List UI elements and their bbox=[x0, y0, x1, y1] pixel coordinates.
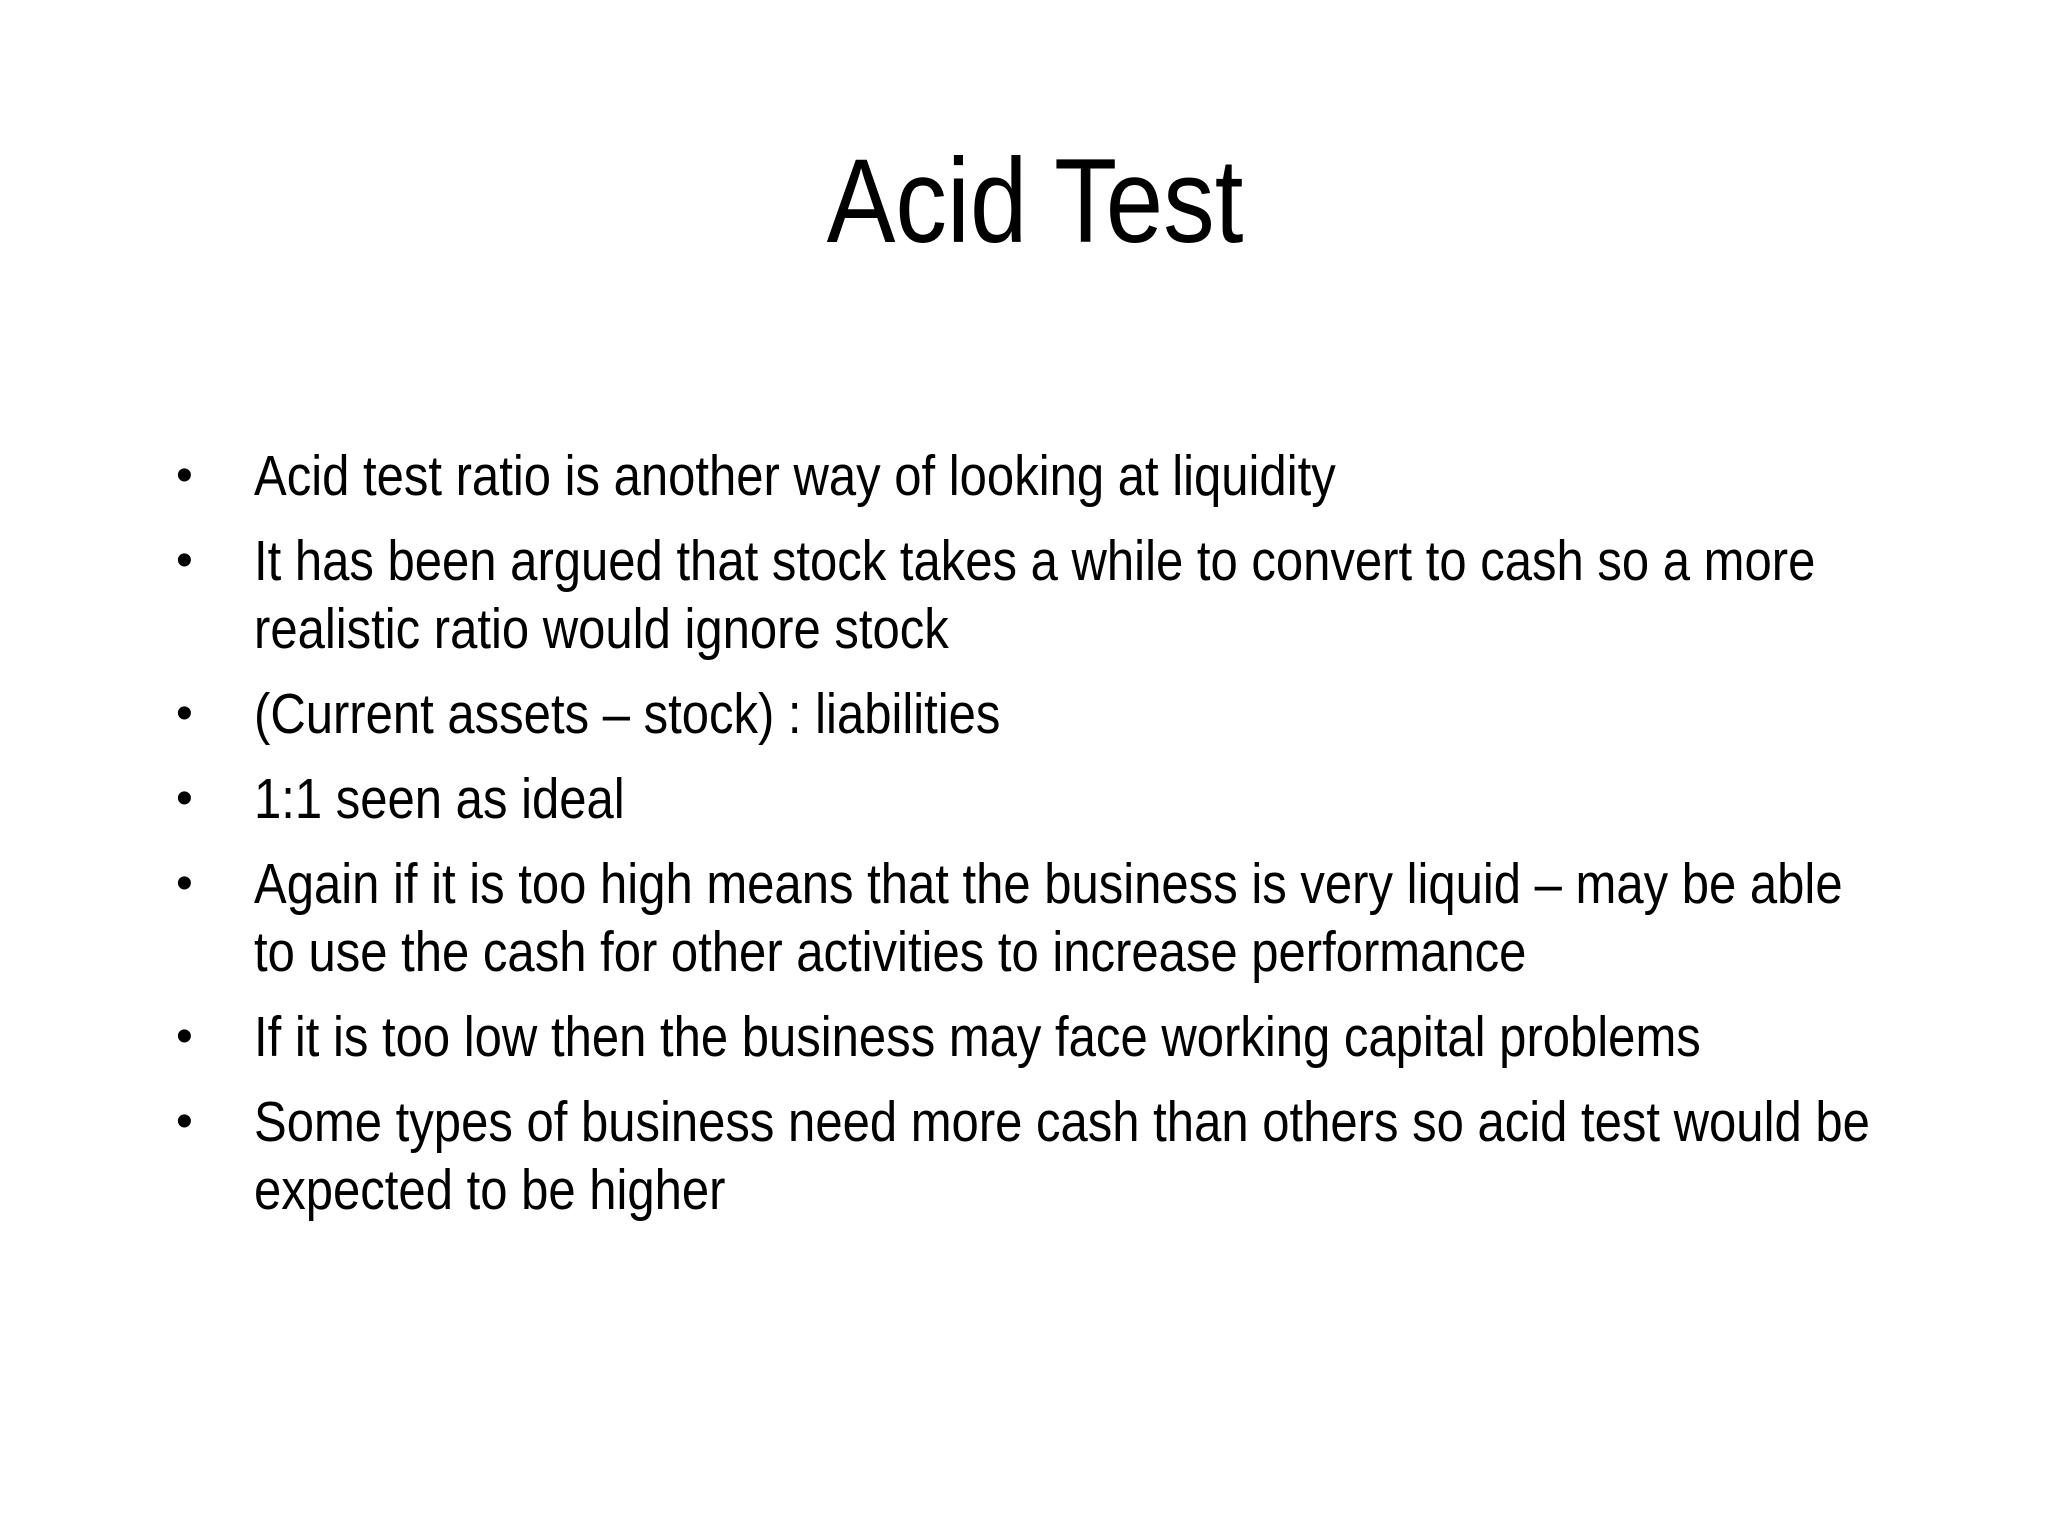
bullet-item-6 bbox=[0, 1003, 2048, 1071]
bullet-text: It has been argued that stock takes a while to convert to cash so a more realistic ratio would ignore stock bbox=[254, 529, 1816, 661]
bullet-item-7 bbox=[0, 1088, 2048, 1224]
bullet-item-4 bbox=[0, 765, 2048, 833]
bullet-item-2 bbox=[0, 527, 2048, 663]
bullet-dot: • bbox=[176, 534, 193, 587]
bullet-dot: • bbox=[176, 687, 193, 740]
bullet-dot: • bbox=[176, 857, 193, 910]
bullet-text: (Current assets – stock) : liabilities bbox=[254, 682, 1001, 746]
bullet-dot: • bbox=[176, 772, 193, 825]
bullet-text: 1:1 seen as ideal bbox=[254, 767, 625, 831]
bullet-text: Again if it is too high means that the business is very liquid – may be able to use the cash for other activities to increase performance bbox=[254, 852, 1843, 984]
bullet-text: If it is too low then the business may face working capital problems bbox=[254, 1005, 1701, 1069]
bullet-text: Acid test ratio is another way of looking at liquidity bbox=[254, 444, 1336, 508]
bullet-list bbox=[0, 442, 2048, 1241]
bullet-item-5 bbox=[0, 850, 2048, 986]
bullet-text: Some types of business need more cash than others so acid test would be expected to be higher bbox=[254, 1090, 1870, 1222]
bullet-item-3 bbox=[0, 680, 2048, 748]
bullet-dot: • bbox=[176, 449, 193, 502]
bullet-item-1 bbox=[0, 442, 2048, 510]
slide-title: Acid Test bbox=[826, 134, 1244, 268]
bullet-dot: • bbox=[176, 1010, 193, 1063]
bullet-dot: • bbox=[176, 1095, 193, 1148]
